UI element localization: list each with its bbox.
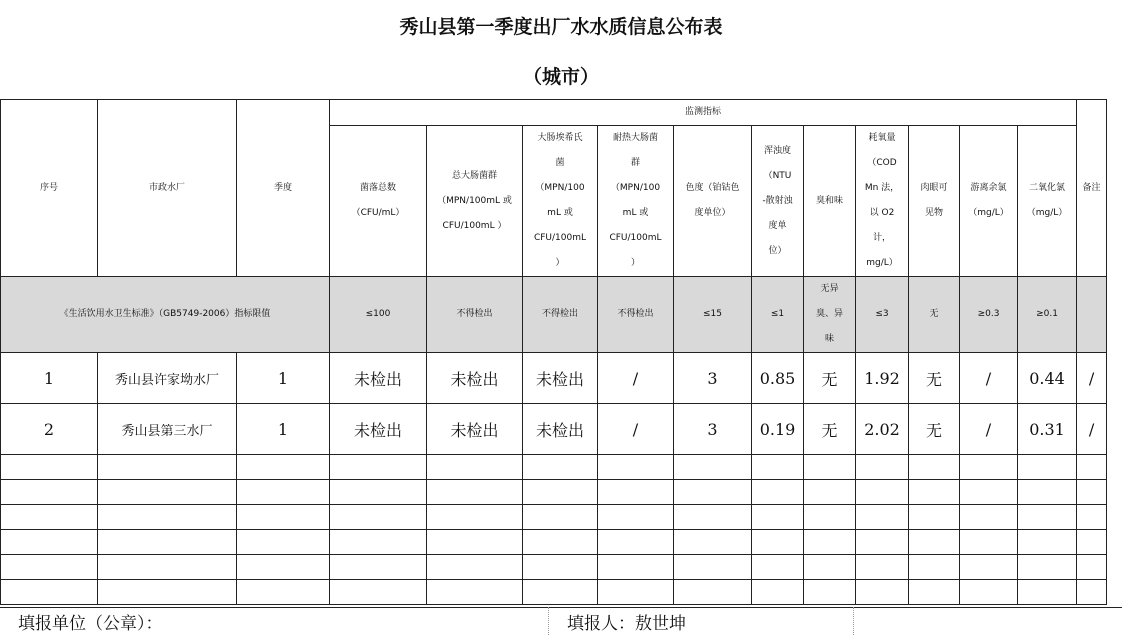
header-indicator-1	[330, 126, 427, 277]
header-indicator-line: 度单位）	[694, 208, 731, 218]
header-indicator-line: CFU/100mL	[533, 233, 587, 243]
cell-value: /	[960, 353, 1018, 404]
header-indicator-line: （MPN/100mL 或	[437, 195, 512, 206]
header-indicator-line: （mg/L）	[1026, 208, 1068, 218]
header-indicator-line: 耐热大肠菌	[612, 133, 658, 143]
cell-value: /	[960, 404, 1018, 455]
header-indicator-line: mg/L）	[866, 258, 898, 268]
header-indicator-line: 浑浊度	[763, 145, 791, 156]
header-indicator-line: 计，	[872, 233, 891, 243]
cell-value: 无	[909, 353, 960, 404]
standard-limit-row	[1, 277, 1107, 353]
standard-value: ≤100	[330, 277, 427, 353]
header-indicator-line: CFU/100mL	[609, 233, 662, 243]
footer-unit-label: 填报单位（公章）：	[18, 614, 163, 634]
header-indicator-line: mL 或	[547, 208, 573, 218]
standard-value: ≥0.1	[1018, 277, 1077, 353]
header-indicator-7	[804, 126, 856, 277]
cell-plant: 秀山县第三水厂	[98, 404, 237, 455]
standard-remark	[1077, 277, 1107, 353]
header-indicator-8	[856, 126, 909, 277]
header-indicator-line: （NTU	[763, 170, 792, 181]
footer-separator	[853, 607, 854, 635]
cell-value: 无	[909, 404, 960, 455]
cell-value: 未检出	[330, 353, 427, 404]
header-seq: 序号	[1, 100, 98, 277]
header-indicator-9	[909, 126, 960, 277]
cell-quarter: 1	[237, 353, 330, 404]
header-indicator-line: （MPN/100	[610, 183, 661, 193]
standard-value: 无	[909, 277, 960, 353]
cell-value: 2.02	[856, 404, 909, 455]
header-indicator-11	[1018, 126, 1077, 277]
header-indicator-line: 位）	[768, 245, 787, 256]
header-indicator-line: （CFU/mL）	[351, 208, 405, 218]
cell-value: 未检出	[523, 404, 598, 455]
cell-value: 0.31	[1018, 404, 1077, 455]
header-indicator-4	[598, 126, 674, 277]
cell-plant: 秀山县许家坳水厂	[98, 353, 237, 404]
table-row	[1, 353, 1107, 404]
header-indicator-line: 度单	[768, 220, 787, 231]
cell-value: 0.44	[1018, 353, 1077, 404]
cell-seq: 2	[1, 404, 98, 455]
header-indicator-line: -散射浊	[762, 195, 793, 206]
cell-value: /	[598, 353, 674, 404]
header-indicator-3	[523, 126, 598, 277]
header-remark: 备注	[1077, 100, 1107, 277]
footer-separator	[548, 607, 549, 635]
header-indicator-line: 游离余氯	[970, 183, 1007, 193]
header-indicator-line: （MPN/100	[535, 183, 585, 193]
header-indicator-line: 二氧化氯	[1029, 183, 1066, 193]
standard-value: 不得检出	[427, 277, 523, 353]
standard-value: ≤15	[674, 277, 752, 353]
header-indicator-line: 耗氧量	[868, 133, 896, 143]
page-title: 秀山县第一季度出厂水水质信息公布表	[399, 16, 723, 38]
standard-value: ≤3	[856, 277, 909, 353]
cell-value: 未检出	[427, 353, 523, 404]
header-indicator-line: mL 或	[622, 208, 649, 218]
header-monitoring-group: 监测指标	[330, 100, 1077, 126]
cell-value: 0.85	[752, 353, 804, 404]
header-indicator-line: 肉眼可	[920, 183, 948, 193]
header-indicator-line: 色度（铂钴色	[685, 183, 740, 193]
header-quarter: 季度	[237, 100, 330, 277]
cell-seq: 1	[1, 353, 98, 404]
cell-value: 未检出	[427, 404, 523, 455]
header-indicator-line: 臭和味	[815, 195, 843, 206]
header-indicator-10	[960, 126, 1018, 277]
header-indicator-line: （mg/L）	[968, 208, 1009, 218]
standard-value: ≥0.3	[960, 277, 1018, 353]
page-subtitle: （城市）	[522, 66, 599, 88]
header-indicator-line: 总大肠菌群	[451, 170, 497, 181]
footer-divider	[0, 607, 1122, 608]
footer-reporter: 填报人：敖世坤	[567, 614, 686, 634]
cell-value: 无	[804, 353, 856, 404]
cell-quarter: 1	[237, 404, 330, 455]
standard-value: ≤1	[752, 277, 804, 353]
standard-value: 不得检出	[598, 277, 674, 353]
header-indicator-line: 以 O2	[869, 208, 895, 218]
header-indicator-line: 菌	[555, 158, 565, 168]
standard-value-line: 无异	[820, 284, 839, 294]
standard-value-line: 臭、异	[815, 309, 843, 319]
standard-value	[804, 277, 856, 353]
table-row	[1, 404, 1107, 455]
header-indicator-line: 大肠埃希氏	[537, 133, 583, 143]
water-quality-table	[0, 99, 1107, 605]
header-indicator-6	[752, 126, 804, 277]
header-indicator-line: 见物	[924, 208, 943, 218]
standard-label: 《生活饮用水卫生标准》（GB5749-2006）指标限值	[1, 277, 330, 353]
header-indicator-line: （COD	[867, 158, 897, 168]
cell-value: 1.92	[856, 353, 909, 404]
header-indicator-line: 菌落总数	[359, 183, 396, 193]
cell-value: 0.19	[752, 404, 804, 455]
cell-remark: /	[1077, 353, 1107, 404]
cell-value: 3	[674, 404, 752, 455]
header-indicator-line: ）	[555, 258, 565, 268]
header-indicator-line: ）	[630, 258, 640, 268]
cell-value: 未检出	[523, 353, 598, 404]
standard-value-line: 味	[824, 334, 834, 344]
cell-value: 未检出	[330, 404, 427, 455]
header-indicator-line: 群	[630, 158, 640, 168]
standard-value: 不得检出	[523, 277, 598, 353]
header-indicator-line: CFU/100mL ）	[442, 220, 507, 231]
header-plant: 市政水厂	[98, 100, 237, 277]
header-indicator-2	[427, 126, 523, 277]
cell-value: /	[598, 404, 674, 455]
cell-remark: /	[1077, 404, 1107, 455]
header-indicator-5	[674, 126, 752, 277]
header-indicator-line: Mn 法，	[864, 183, 900, 193]
cell-value: 3	[674, 353, 752, 404]
cell-value: 无	[804, 404, 856, 455]
